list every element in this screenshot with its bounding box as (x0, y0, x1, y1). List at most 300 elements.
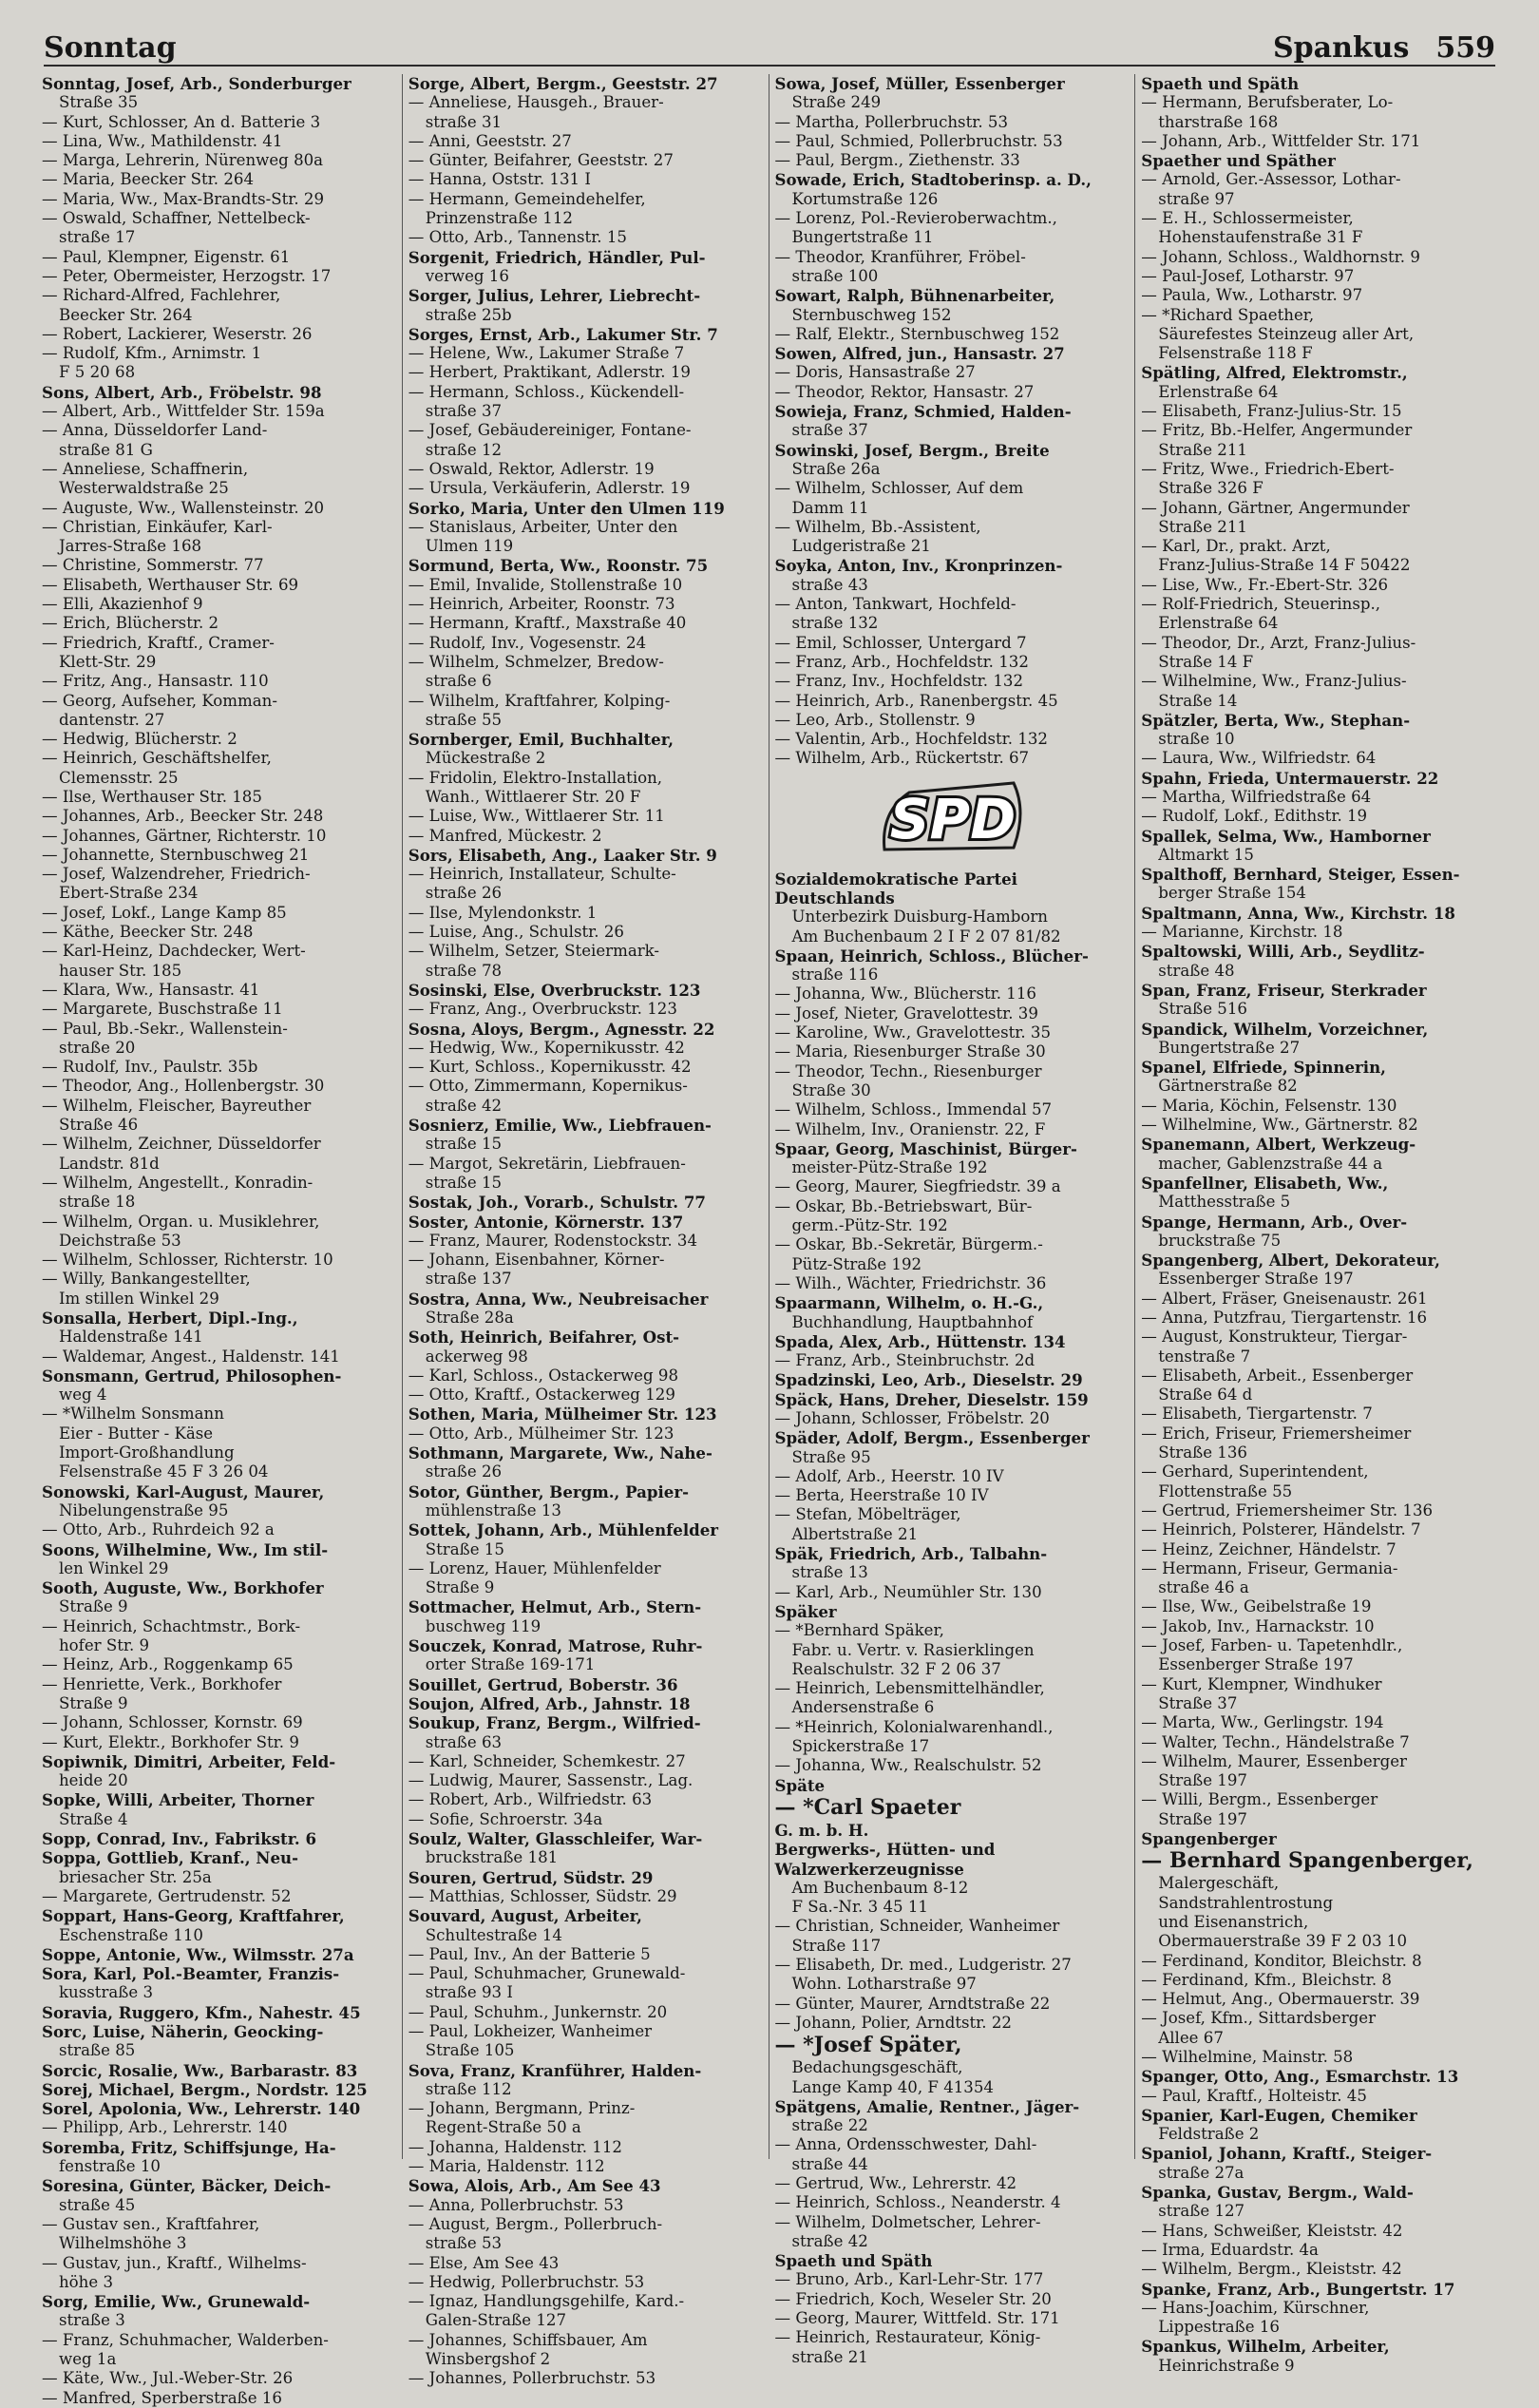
entry-line: Sorgenit, Friedrich, Händler, Pul- (408, 247, 706, 267)
entry-line: — Karl, Dr., prakt. Arzt, (1141, 537, 1331, 556)
entry-line: Am Buchenbaum 2 I F 2 07 81/82 (791, 927, 1061, 946)
entry-line: Spanel, Elfriede, Spinnerin, (1141, 1058, 1386, 1078)
entry-line: tharstraße 168 (1158, 112, 1279, 131)
entry-line: — Anna, Ordensschwester, Dahl- (774, 2135, 1037, 2154)
entry-line: meister-Pütz-Straße 192 (791, 1158, 988, 1177)
entry-line: straße 21 (791, 2347, 868, 2366)
entry-line: F Sa.-Nr. 3 45 11 (791, 1898, 928, 1917)
entry-line: straße 42 (425, 1096, 503, 1115)
entry-line: — Ludwig, Maurer, Sassenstr., Lag. (408, 1771, 694, 1790)
entry-line: — Albert, Fräser, Gneisenaustr. 261 (1141, 1289, 1428, 1308)
entry-line: — Heinrich, Restaurateur, König- (774, 2328, 1041, 2347)
entry-line: — Ferdinand, Konditor, Bleichstr. 8 (1141, 1951, 1422, 1970)
entry-line: — Bruno, Arb., Karl-Lehr-Str. 177 (774, 2270, 1044, 2289)
entry-line: mühlenstraße 13 (425, 1500, 561, 1519)
entry-line: — August, Konstrukteur, Tiergar- (1141, 1328, 1408, 1347)
entry-line: — Hedwig, Blücherstr. 2 (42, 730, 238, 749)
entry-line: — Manfred, Mückestr. 2 (408, 826, 602, 845)
entry-line: — Otto, Zimmermann, Kopernikus- (408, 1077, 688, 1096)
entry-line: — Jakob, Inv., Harnackstr. 10 (1141, 1616, 1375, 1635)
entry-line: Spaether und Späther (1141, 151, 1336, 171)
entry-line: Spätling, Alfred, Elektromstr., (1141, 363, 1408, 383)
entry-line: Sova, Franz, Kranführer, Halden- (408, 2060, 702, 2080)
entry-line: Franz-Julius-Straße 14 F 50422 (1158, 556, 1411, 575)
entry-line: — Hans-Joachim, Kürschner, (1141, 2298, 1370, 2317)
entry-line: — Johanna, Ww., Realschulstr. 52 (774, 1756, 1042, 1775)
entry-line: — Theodor, Rektor, Hansastr. 27 (774, 382, 1035, 401)
entry-line: Späte (774, 1775, 826, 1795)
entry-line: straße 26 (425, 884, 503, 903)
entry-line: straße 48 (1158, 961, 1235, 980)
entry-line: — Wilhelm, Schmelzer, Bredow- (408, 652, 664, 671)
entry-line: kusstraße 3 (59, 1983, 154, 2002)
entry-line: — Klara, Ww., Hansastr. 41 (42, 980, 260, 999)
entry-line: — Paul, Inv., An der Batterie 5 (408, 1944, 651, 1963)
entry-line: Sothmann, Margarete, Ww., Nahe- (408, 1443, 712, 1463)
entry-line: Straße 14 F (1158, 652, 1254, 671)
entry-line: Straße 197 (1158, 1809, 1247, 1828)
entry-line: Sornberger, Emil, Buchhalter, (408, 730, 674, 750)
entry-line: — Anni, Geeststr. 27 (408, 131, 572, 150)
entry-line: berger Straße 154 (1158, 884, 1306, 903)
entry-line: Buchhandlung, Hauptbahnhof (791, 1312, 1034, 1331)
entry-line: Straße 9 (59, 1693, 128, 1712)
entry-line: Soulz, Walter, Glasschleifer, War- (408, 1829, 703, 1849)
entry-line: Soppe, Antonie, Ww., Wilmsstr. 27a (42, 1944, 354, 1964)
entry-line: germ.-Pütz-Str. 192 (791, 1216, 948, 1235)
entry-line: Gärtnerstraße 82 (1158, 1077, 1298, 1096)
entry-line: — Hans, Schweißer, Kleiststr. 42 (1141, 2221, 1403, 2240)
entry-line: — Hermann, Gemeindehelfer, (408, 189, 646, 208)
entry-line: — Rudolf, Inv., Vogesenstr. 24 (408, 633, 647, 652)
entry-line: — Wilhelm, Dolmetscher, Lehrer- (774, 2212, 1041, 2231)
entry-line: Straße 211 (1158, 440, 1247, 459)
entry-line: Bungertstraße 11 (791, 228, 934, 247)
entry-line: — Auguste, Ww., Wallensteinstr. 20 (42, 498, 325, 517)
entry-line: Sandstrahlentrostung (1158, 1893, 1334, 1912)
entry-line: — Johann, Schloss., Waldhornstr. 9 (1141, 247, 1420, 266)
entry-line: — Josef, Nieter, Gravelottestr. 39 (774, 1003, 1038, 1022)
entry-line: buschweg 119 (425, 1616, 542, 1635)
entry-line: Sorges, Ernst, Arb., Lakumer Str. 7 (408, 324, 718, 344)
entry-line: Haldenstraße 141 (59, 1328, 203, 1347)
entry-line: — Bernhard Spangenberger, (1141, 1848, 1473, 1874)
entry-line: — Oskar, Bb.-Betriebswart, Bür- (774, 1196, 1033, 1215)
entry-line: straße 43 (791, 575, 868, 594)
entry-line: — Hermann, Schloss., Kückendell- (408, 382, 685, 401)
entry-line: — Heinrich, Schloss., Neanderstr. 4 (774, 2193, 1061, 2212)
entry-line: — Franz, Ang., Overbruckstr. 123 (408, 1000, 677, 1019)
entry-line: — Anna, Putzfrau, Tiergartenstr. 16 (1141, 1309, 1428, 1327)
entry-line: — Wilhelm, Inv., Oranienstr. 22, F (774, 1119, 1046, 1138)
entry-line: — Wilhelm, Arb., Rückertstr. 67 (774, 749, 1030, 768)
entry-line: Straße 136 (1158, 1443, 1247, 1462)
entry-line: Straße 46 (59, 1116, 139, 1135)
entry-line: Sorko, Maria, Unter den Ulmen 119 (408, 498, 725, 518)
entry-line: Spickerstraße 17 (791, 1737, 930, 1756)
entry-line: — Kurt, Schloss., Kopernikusstr. 42 (408, 1058, 692, 1077)
entry-line: — Rudolf, Kfm., Arnimstr. 1 (42, 344, 262, 363)
entry-line: und Eisenanstrich, (1158, 1912, 1309, 1931)
entry-line: — Richard-Alfred, Fachlehrer, (42, 286, 281, 305)
entry-line: Spallek, Selma, Ww., Hamborner (1141, 826, 1431, 846)
entry-line: — Wilhelm, Zeichner, Düsseldorfer (42, 1135, 321, 1154)
entry-line: Straße 9 (59, 1597, 128, 1616)
page-header (44, 21, 1495, 67)
entry-line: Westerwaldstraße 25 (59, 479, 229, 498)
entry-line: Sora, Karl, Pol.-Beamter, Franzis- (42, 1964, 340, 1984)
entry-line: — Oswald, Schaffner, Nettelbeck- (42, 209, 311, 228)
entry-line: — Ursula, Verkäuferin, Adlerstr. 19 (408, 479, 691, 498)
entry-line: Spaeth und Späth (774, 2251, 933, 2271)
entry-line: Spaniol, Johann, Kraftf., Steiger- (1141, 2144, 1433, 2164)
entry-line: Sorger, Julius, Lehrer, Liebrecht- (408, 286, 701, 306)
entry-line: — Willi, Bergm., Essenberger (1141, 1790, 1378, 1809)
entry-line: — Theodor, Ang., Hollenbergstr. 30 (42, 1077, 325, 1096)
entry-line: — Georg, Maurer, Wittfeld. Str. 171 (774, 2309, 1060, 2328)
entry-line: — Georg, Aufseher, Komman- (42, 691, 277, 710)
entry-line: Späk, Friedrich, Arb., Talbahn- (774, 1544, 1048, 1564)
entry-line: Felsenstraße 118 F (1158, 344, 1313, 363)
entry-line: straße 3 (59, 2311, 125, 2330)
entry-line: straße 31 (425, 112, 503, 131)
entry-line: — *Bernhard Späker, (774, 1621, 944, 1640)
entry-line: — Elisabeth, Tiergartenstr. 7 (1141, 1405, 1373, 1424)
entry-line: straße 10 (1158, 730, 1235, 749)
entry-line: — Josef, Lokf., Lange Kamp 85 (42, 903, 287, 922)
entry-line: — Ilse, Werthauser Str. 185 (42, 787, 262, 806)
entry-line: — Theodor, Kranführer, Fröbel- (774, 247, 1026, 266)
entry-line: — Wilhelmine, Ww., Franz-Julius- (1141, 672, 1407, 691)
entry-line: — *Richard Spaether, (1141, 305, 1315, 324)
entry-line: — Johann, Polier, Arndtstr. 22 (774, 2013, 1012, 2032)
entry-line: — Ralf, Elektr., Sternbuschweg 152 (774, 324, 1060, 343)
entry-line: — Kurt, Klempner, Windhuker (1141, 1674, 1382, 1693)
entry-line: — Waldemar, Angest., Haldenstr. 141 (42, 1347, 340, 1366)
entry-line: Sowart, Ralph, Bühnenarbeiter, (774, 286, 1055, 306)
entry-line: Sothen, Maria, Mülheimer Str. 123 (408, 1405, 717, 1424)
entry-line: Spahn, Frieda, Untermauerstr. 22 (1141, 768, 1439, 788)
entry-line: — Heinrich, Arbeiter, Roonstr. 73 (408, 595, 675, 614)
entry-line: Spaltmann, Anna, Ww., Kirchstr. 18 (1141, 903, 1455, 923)
entry-line: Soresina, Günter, Bäcker, Deich- (42, 2176, 332, 2196)
entry-line: — Paul, Schmied, Pollerbruchstr. 53 (774, 131, 1063, 150)
entry-line: straße 137 (425, 1270, 512, 1289)
entry-line: — Erich, Friseur, Friemersheimer (1141, 1424, 1412, 1443)
entry-line: — Karl, Schneider, Schemkestr. 27 (408, 1751, 686, 1770)
entry-line: Säurefestes Steinzeug aller Art, (1158, 324, 1415, 343)
entry-line: Souillet, Gertrud, Boberstr. 36 (408, 1674, 678, 1694)
entry-line: Walzwerkerzeugnisse (774, 1859, 964, 1879)
entry-line: — Johannes, Schiffsbauer, Am (408, 2330, 648, 2349)
entry-line: Prinzenstraße 112 (425, 209, 573, 228)
spd-logo (775, 769, 1130, 870)
entry-line: Sons, Albert, Arb., Fröbelstr. 98 (42, 382, 322, 402)
entry-line: Spaan, Heinrich, Schloss., Blücher- (774, 946, 1089, 965)
entry-line: Spankus, Wilhelm, Arbeiter, (1141, 2337, 1390, 2357)
entry-line: — Maria, Riesenburger Straße 30 (774, 1042, 1046, 1061)
entry-line: — *Carl Spaeter (774, 1794, 961, 1820)
entry-line: Eschenstraße 110 (59, 1925, 203, 1944)
entry-line: — Hermann, Berufsberater, Lo- (1141, 93, 1394, 112)
entry-line: — Karl-Heinz, Dachdecker, Wert- (42, 942, 306, 961)
entry-line: Import-Großhandlung (59, 1443, 235, 1462)
entry-line: — Fridolin, Elektro-Installation, (408, 768, 663, 787)
entry-line: Essenberger Straße 197 (1158, 1655, 1354, 1674)
entry-line: Spandick, Wilhelm, Vorzeichner, (1141, 1019, 1429, 1039)
entry-line: — Rudolf, Lokf., Edithstr. 19 (1141, 807, 1368, 826)
entry-line: — Hermann, Kraftf., Maxstraße 40 (408, 614, 687, 633)
entry-line: Soravia, Ruggero, Kfm., Nahestr. 45 (42, 2002, 361, 2022)
entry-line: — Emil, Schlosser, Untergard 7 (774, 633, 1027, 652)
entry-line: — Karoline, Ww., Gravelottestr. 35 (774, 1023, 1052, 1042)
entry-line: Straße 326 F (1158, 479, 1264, 498)
entry-line: — Hedwig, Pollerbruchstr. 53 (408, 2272, 645, 2291)
entry-line: — Paula, Ww., Lotharstr. 97 (1141, 286, 1363, 305)
entry-line: Galen-Straße 127 (425, 2311, 567, 2330)
entry-line: — Arnold, Ger.-Assessor, Lothar- (1141, 170, 1401, 189)
entry-line: Sorc, Luise, Näherin, Geocking- (42, 2021, 324, 2041)
entry-line: Bungertstraße 27 (1158, 1038, 1301, 1057)
entry-line: Ludgeristraße 21 (791, 537, 931, 556)
entry-line: Pütz-Straße 192 (791, 1254, 922, 1273)
entry-line: Obermauerstraße 39 F 2 03 10 (1158, 1932, 1407, 1951)
entry-line: straße 132 (791, 614, 879, 633)
entry-line: — Heinrich, Polsterer, Händelstr. 7 (1141, 1520, 1421, 1539)
entry-line: — Lina, Ww., Mathildenstr. 41 (42, 131, 283, 150)
entry-line: — Albert, Arb., Wittfelder Str. 159a (42, 402, 325, 421)
entry-line: heide 20 (59, 1771, 128, 1790)
entry-line: orter Straße 169-171 (425, 1655, 596, 1674)
entry-line: — Lise, Ww., Fr.-Ebert-Str. 326 (1141, 575, 1389, 594)
entry-line: Straße 37 (1158, 1693, 1238, 1712)
entry-line: — Peter, Obermeister, Herzogstr. 17 (42, 266, 332, 285)
entry-line: — Elisabeth, Arbeit., Essenberger (1141, 1366, 1414, 1385)
entry-line: — E. H., Schlossermeister, (1141, 209, 1354, 228)
entry-line: Späck, Hans, Dreher, Dieselstr. 159 (774, 1389, 1089, 1409)
entry-line: briesacher Str. 25a (59, 1867, 212, 1886)
entry-line: — Robert, Arb., Wilfriedstr. 63 (408, 1790, 653, 1809)
entry-line: — Irma, Eduardstr. 4a (1141, 2240, 1319, 2259)
entry-line: — Else, Am See 43 (408, 2253, 560, 2272)
entry-line: Straße 117 (791, 1936, 882, 1955)
entry-line: — Elisabeth, Werthauser Str. 69 (42, 575, 299, 594)
entry-line: — Gertrud, Ww., Lehrerstr. 42 (774, 2173, 1017, 2192)
entry-line: — Sofie, Schroerstr. 34a (408, 1809, 603, 1828)
entry-line: — Wilhelmine, Ww., Gärtnerstr. 82 (1141, 1116, 1418, 1135)
entry-line: — Josef, Walzendreher, Friedrich- (42, 865, 311, 884)
entry-line: Clemensstr. 25 (59, 768, 179, 787)
entry-line: — Josef, Kfm., Sittardsberger (1141, 2009, 1377, 2028)
entry-line: — Matthias, Schlosser, Südstr. 29 (408, 1886, 677, 1905)
entry-line: — Georg, Maurer, Siegfriedstr. 39 a (774, 1177, 1061, 1196)
entry-line: straße 22 (791, 2116, 868, 2135)
entry-line: fenstraße 10 (59, 2157, 161, 2176)
entry-line: — Paul, Schuhmacher, Grunewald- (408, 1964, 686, 1983)
entry-line: Späker (774, 1601, 837, 1621)
entry-line: Sopke, Willi, Arbeiter, Thorner (42, 1790, 314, 1810)
entry-line: — Kurt, Schlosser, An d. Batterie 3 (42, 112, 321, 131)
entry-line: Spada, Alex, Arb., Hüttenstr. 134 (774, 1331, 1066, 1351)
entry-line: hauser Str. 185 (59, 961, 182, 980)
entry-line: — Ilse, Mylendonkstr. 1 (408, 903, 598, 922)
entry-line: Sowade, Erich, Stadtoberinsp. a. D., (774, 170, 1092, 190)
entry-line: Soukup, Franz, Bergm., Wilfried- (408, 1713, 701, 1733)
entry-line: Schultestraße 14 (425, 1925, 562, 1944)
entry-line: Straße 95 (791, 1447, 871, 1466)
entry-line: Sostra, Anna, Ww., Neubreisacher (408, 1289, 709, 1309)
entry-line: Straße 249 (791, 93, 882, 112)
entry-line: — Helene, Ww., Lakumer Straße 7 (408, 344, 685, 363)
entry-line: Deichstraße 53 (59, 1231, 181, 1250)
entry-line: straße 20 (59, 1038, 136, 1057)
entry-line: Spaarmann, Wilhelm, o. H.-G., (774, 1293, 1044, 1313)
entry-line: — Fritz, Ang., Hansastr. 110 (42, 672, 269, 691)
entry-line: — Anna, Pollerbruchstr. 53 (408, 2195, 624, 2214)
entry-line: Wohn. Lotharstraße 97 (791, 1975, 977, 1994)
entry-line: Albertstraße 21 (791, 1524, 919, 1543)
entry-line: Spanemann, Albert, Werkzeug- (1141, 1135, 1416, 1155)
entry-line: — Wilhelm, Bergm., Kleiststr. 42 (1141, 2260, 1402, 2279)
entry-line: Mückestraße 2 (425, 749, 546, 768)
entry-line: Soyka, Anton, Inv., Kronprinzen- (774, 556, 1063, 576)
entry-line: Spanger, Otto, Ang., Esmarchstr. 13 (1141, 2067, 1459, 2087)
entry-line: — Stefan, Möbelträger, (774, 1505, 961, 1524)
entry-line: — Anton, Tankwart, Hochfeld- (774, 595, 1016, 614)
entry-line: Späder, Adolf, Bergm., Essenberger (774, 1428, 1090, 1448)
entry-line: — Franz, Inv., Hochfeldstr. 132 (774, 672, 1024, 691)
entry-line: Sowieja, Franz, Schmied, Halden- (774, 402, 1072, 422)
entry-line: — Hermann, Friseur, Germania- (1141, 1558, 1398, 1577)
entry-line: Spanfellner, Elisabeth, Ww., (1141, 1173, 1389, 1193)
entry-line: — Wilhelm, Bb.-Assistent, (774, 517, 981, 536)
entry-line: Straße 197 (1158, 1771, 1247, 1790)
entry-line: Soremba, Fritz, Schiffsjunge, Ha- (42, 2137, 336, 2157)
entry-line: — Wilhelm, Maurer, Essenberger (1141, 1751, 1407, 1770)
entry-line: — Anneliese, Hausgeh., Brauer- (408, 93, 664, 112)
entry-line: Am Buchenbaum 8-12 (791, 1878, 969, 1897)
entry-line: Wanh., Wittlaerer Str. 20 F (425, 787, 641, 806)
entry-line: straße 93 I (425, 1983, 513, 2002)
entry-line: — August, Bergm., Pollerbruch- (408, 2214, 663, 2233)
entry-line: Feldstraße 2 (1158, 2125, 1260, 2144)
entry-line: — Johannes, Gärtner, Richterstr. 10 (42, 826, 327, 845)
entry-line: — Elisabeth, Dr. med., Ludgeristr. 27 (774, 1956, 1072, 1975)
entry-line: Straße 14 (1158, 691, 1238, 710)
entry-line: verweg 16 (425, 266, 509, 285)
entry-line: Sosnierz, Emilie, Ww., Liebfrauen- (408, 1116, 712, 1136)
entry-line: Nibelungenstraße 95 (59, 1500, 229, 1519)
entry-line: — Paul, Schuhm., Junkernstr. 20 (408, 2002, 668, 2021)
entry-line: — Philipp, Arb., Lehrerstr. 140 (42, 2118, 288, 2137)
entry-line: Erlenstraße 64 (1158, 382, 1279, 401)
entry-line: — Maria, Beecker Str. 264 (42, 170, 255, 189)
entry-line: — Johann, Schlosser, Fröbelstr. 20 (774, 1409, 1050, 1427)
entry-line: Spaar, Georg, Maschinist, Bürger- (774, 1138, 1077, 1158)
entry-line: — Franz, Schuhmacher, Walderben- (42, 2330, 329, 2349)
entry-line: bruckstraße 75 (1158, 1231, 1282, 1250)
entry-line: — Marianne, Kirchstr. 18 (1141, 923, 1343, 942)
entry-line: Spange, Hermann, Arb., Over- (1141, 1212, 1408, 1232)
entry-line: — Hanna, Oststr. 131 I (408, 170, 591, 189)
entry-line: Spätzler, Berta, Ww., Stephan- (1141, 710, 1411, 730)
entry-line: — Franz, Arb., Steinbruchstr. 2d (774, 1351, 1036, 1370)
entry-line: — Paul, Lokheizer, Wanheimer (408, 2021, 653, 2040)
entry-line: Straße 28a (425, 1309, 514, 1327)
entry-line: Sormund, Berta, Ww., Roonstr. 75 (408, 556, 709, 576)
entry-line: Souren, Gertrud, Südstr. 29 (408, 1867, 654, 1887)
entry-line: Sosna, Aloys, Bergm., Agnesstr. 22 (408, 1019, 715, 1039)
entry-line: — Wilhelm, Organ. u. Musiklehrer, (42, 1212, 320, 1231)
entry-line: Sonsmann, Gertrud, Philosophen- (42, 1366, 342, 1386)
entry-line: — Christian, Schneider, Wanheimer (774, 1917, 1060, 1936)
entry-line: straße 81 G (59, 440, 153, 459)
entry-line: Sonowski, Karl-August, Maurer, (42, 1481, 325, 1501)
entry-line: straße 18 (59, 1193, 136, 1212)
entry-line: — Lorenz, Hauer, Mühlenfelder (408, 1558, 661, 1577)
entry-line: Damm 11 (791, 498, 869, 517)
entry-line: — Heinrich, Lebensmittelhändler, (774, 1679, 1045, 1698)
entry-line: G. m. b. H. (774, 1820, 869, 1840)
entry-line: Ulmen 119 (425, 537, 514, 556)
entry-line: — Maria, Ww., Max-Brandts-Str. 29 (42, 189, 325, 208)
entry-line: — Heinrich, Schachtmstr., Bork- (42, 1616, 301, 1635)
entry-line: — Berta, Heerstraße 10 IV (774, 1486, 989, 1505)
entry-line: Straße 211 (1158, 517, 1247, 536)
entry-line: straße 44 (791, 2154, 868, 2173)
entry-line: — Margarete, Buschstraße 11 (42, 1000, 283, 1019)
entry-line: — Elli, Akazienhof 9 (42, 595, 203, 614)
entry-line: Straße 516 (1158, 1000, 1247, 1019)
entry-line: Straße 4 (59, 1809, 128, 1828)
entry-line: Fabr. u. Vertr. v. Rasierklingen (791, 1640, 1035, 1659)
entry-line: Kortumstraße 126 (791, 189, 939, 208)
entry-line: — Christine, Sommerstr. 77 (42, 556, 264, 575)
entry-line: — Martha, Pollerbruchstr. 53 (774, 112, 1009, 131)
entry-line: straße 37 (791, 421, 868, 440)
entry-line: macher, Gablenzstraße 44 a (1158, 1154, 1383, 1173)
entry-line: — Fritz, Wwe., Friedrich-Ebert- (1141, 459, 1395, 478)
entry-line: — Heinz, Zeichner, Händelstr. 7 (1141, 1539, 1396, 1558)
entry-line: Eier - Butter - Käse (59, 1424, 214, 1443)
entry-line: — Karl, Arb., Neumühler Str. 130 (774, 1582, 1042, 1601)
entry-line: — Herbert, Praktikant, Adlerstr. 19 (408, 363, 691, 382)
entry-line: straße 27a (1158, 2163, 1244, 2182)
entry-line: Klett-Str. 29 (59, 652, 157, 671)
entry-line: Sorge, Albert, Bergm., Geeststr. 27 (408, 74, 718, 93)
entry-line: Sottmacher, Helmut, Arb., Stern- (408, 1597, 702, 1617)
entry-line: — Johanna, Ww., Blücherstr. 116 (774, 984, 1036, 1003)
entry-line: Matthesstraße 5 (1158, 1193, 1291, 1212)
entry-line: Realschulstr. 32 F 2 06 37 (791, 1659, 1001, 1678)
entry-line: — Christian, Einkäufer, Karl- (42, 517, 273, 536)
entry-line: — Wilhelmine, Mainstr. 58 (1141, 2047, 1354, 2066)
entry-line: — Ilse, Ww., Geibelstraße 19 (1141, 1597, 1372, 1616)
entry-line: — *Wilhelm Sonsmann (42, 1405, 224, 1424)
entry-line: — Günter, Beifahrer, Geeststr. 27 (408, 151, 674, 170)
entry-line: — Paul, Kraftf., Holteistr. 45 (1141, 2086, 1367, 2105)
entry-line: Ebert-Straße 234 (59, 884, 199, 903)
entry-line: — *Josef Später, (774, 2033, 962, 2058)
entry-line: Malergeschäft, (1158, 1874, 1280, 1893)
entry-line: hofer Str. 9 (59, 1636, 150, 1655)
entry-line: — Johann, Arb., Wittfelder Str. 171 (1141, 131, 1421, 150)
entry-line: straße 85 (59, 2041, 136, 2060)
entry-line: — Otto, Arb., Mülheimer Str. 123 (408, 1424, 674, 1443)
entry-line: Soppart, Hans-Georg, Kraftfahrer, (42, 1906, 345, 1926)
entry-line: — Helmut, Ang., Obermauerstr. 39 (1141, 1990, 1420, 2009)
entry-line: — Johannes, Arb., Beecker Str. 248 (42, 807, 324, 826)
